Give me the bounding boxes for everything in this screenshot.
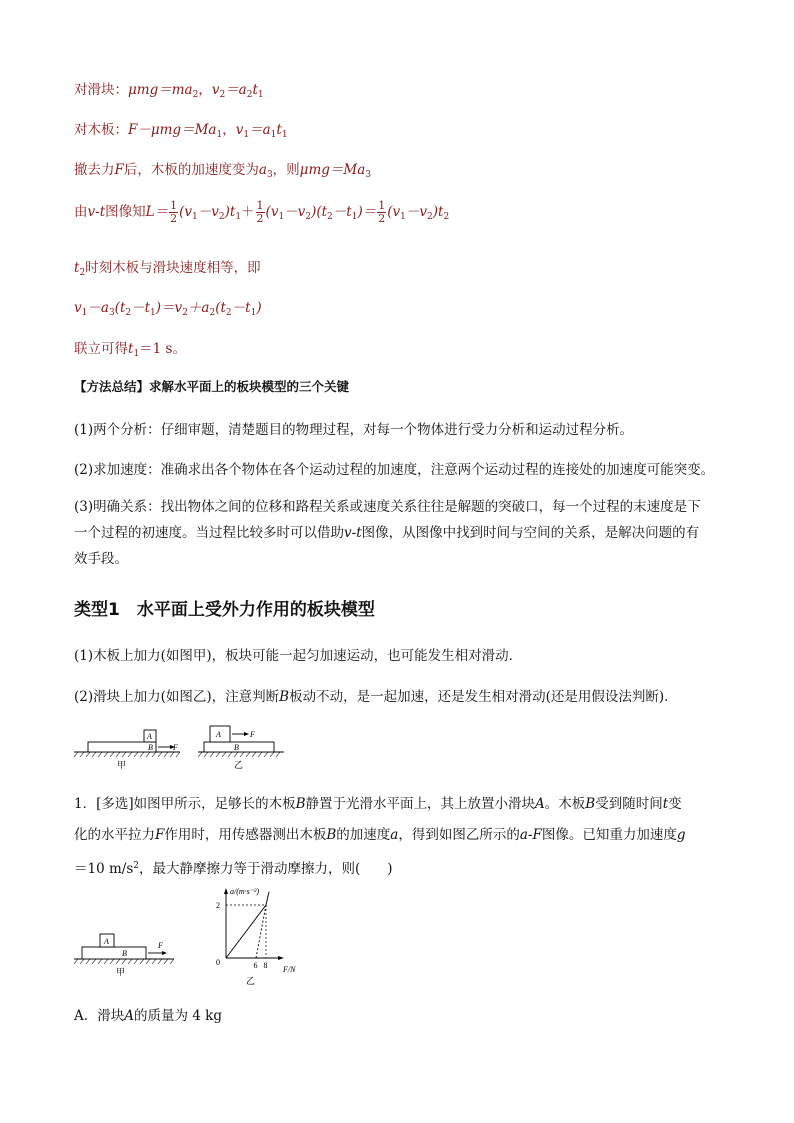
- fraction: $\frac{1}{2}$: [256, 199, 264, 225]
- arrow-icon: [244, 732, 249, 736]
- diagram-jia: [74, 730, 180, 770]
- solution-line-result: 联立可得$t_1=1$ s。: [74, 341, 186, 359]
- svg-text:乙: 乙: [246, 976, 256, 986]
- fraction: $\frac{1}{2}$: [170, 199, 178, 225]
- section-heading: 类型1 水平面上受外力作用的板块模型: [74, 600, 375, 620]
- fraction: $\frac{1}{2}$: [378, 199, 386, 225]
- method-point-1: (1)两个分析：仔细审题，清楚题目的物理过程，对每一个物体进行受力分析和运动过程分析。: [74, 422, 634, 438]
- method-point-3: (3)明确关系：找出物体之间的位移和路程关系或速度关系往往是解题的突破口，每一个过程的末速度是下 一个过程的初速度。当过程比较多时可以借助v-t图像，从图像中找到时间与空间的关系，是解决问题的有 效手段。: [74, 499, 701, 567]
- type1-point-1: (1)木板上加力(如图甲)，板块可能一起匀加速运动，也可能发生相对滑动．: [74, 648, 523, 664]
- solution-line-equation: $v_1-a_3(t_2-t_1)=v_2+a_2(t_2-t_1)$: [74, 300, 262, 318]
- label-b: B: [148, 743, 153, 752]
- svg-text:甲: 甲: [116, 967, 126, 977]
- y-axis-arrow-icon: [224, 888, 228, 894]
- y-tick-label: 2: [216, 901, 220, 910]
- option-a[interactable]: A．滑块A的质量为 4 kg: [74, 1008, 222, 1024]
- solution-line-vt-graph: 由v-t图像知L＝ $\frac{1}{2}$ $(v_1-v_2)t_1+$ $\frac{1}{2}$ $(v_1-v_2)(t_2-t_1)=$ $\frac{1}{2}$ $(v_1-v_2)t_2$: [74, 199, 450, 225]
- caption-yi: 乙: [234, 760, 244, 770]
- label: 对滑块：: [74, 82, 128, 98]
- series-line-dashed: [256, 905, 266, 958]
- type1-point-2: (2)滑块上加力(如图乙)，注意判断B板动不动，是一起加速，还是发生相对滑动(还是用假设法判断)．: [74, 689, 678, 705]
- method-title: 【方法总结】求解水平面上的板块模型的三个关键: [74, 379, 350, 394]
- label-a: A: [147, 732, 152, 741]
- question-diagram-jia: [74, 934, 174, 977]
- origin-label: 0: [216, 958, 220, 967]
- caption-jia: 甲: [117, 760, 127, 770]
- y-axis-label: a/(m·s⁻²): [230, 887, 260, 896]
- svg-text:F: F: [158, 941, 163, 950]
- svg-text:A: A: [216, 730, 221, 739]
- svg-text:B: B: [234, 743, 239, 752]
- label-f: F: [173, 743, 178, 752]
- diagram-yi: [198, 726, 284, 770]
- x-axis-label: F/N: [283, 965, 296, 974]
- solution-line-t2: $t_2$时刻木板与滑块速度相等，即: [74, 260, 261, 278]
- af-graph: [216, 887, 296, 986]
- arrow-icon: [162, 951, 167, 955]
- solution-line-slider: 对滑块：$\mu mg=ma_2$，$v_2=a_2t_1$: [74, 82, 264, 100]
- svg-text:A: A: [104, 937, 109, 946]
- svg-text:F: F: [250, 730, 255, 739]
- board-diagrams: [70, 722, 290, 772]
- method-point-2: (2)求加速度：准确求出各个物体在各个运动过程的加速度，注意两个运动过程的连接处的加速度可能突变。: [74, 462, 715, 478]
- x-tick-label: 8: [263, 961, 268, 970]
- svg-text:B: B: [122, 949, 127, 958]
- question-stem: 1．[多选]如图甲所示，足够长的木板B静置于光滑水平面上，其上放置小滑块A。木板B受到随时间t变 化的水平拉力F作用时，用传感器测出木板B的加速度a，得到如图乙所示的a-F图像。已知重力加速度g ＝10 $m/s^2$，最大静摩擦力等于滑动摩擦力，则( ): [74, 796, 686, 877]
- x-axis-arrow-icon: [278, 956, 284, 960]
- board-rect: [88, 742, 156, 752]
- question-figure: [70, 884, 310, 986]
- solution-line-board: 对木板：$F-\mu mg=Ma_1$，$v_1=a_1t_1$: [74, 122, 288, 140]
- x-tick-label: 6: [253, 961, 258, 970]
- solution-line-remove-force: 撤去力F后，木板的加速度变为$a_3$，则$\mu mg=Ma_3$: [74, 162, 371, 180]
